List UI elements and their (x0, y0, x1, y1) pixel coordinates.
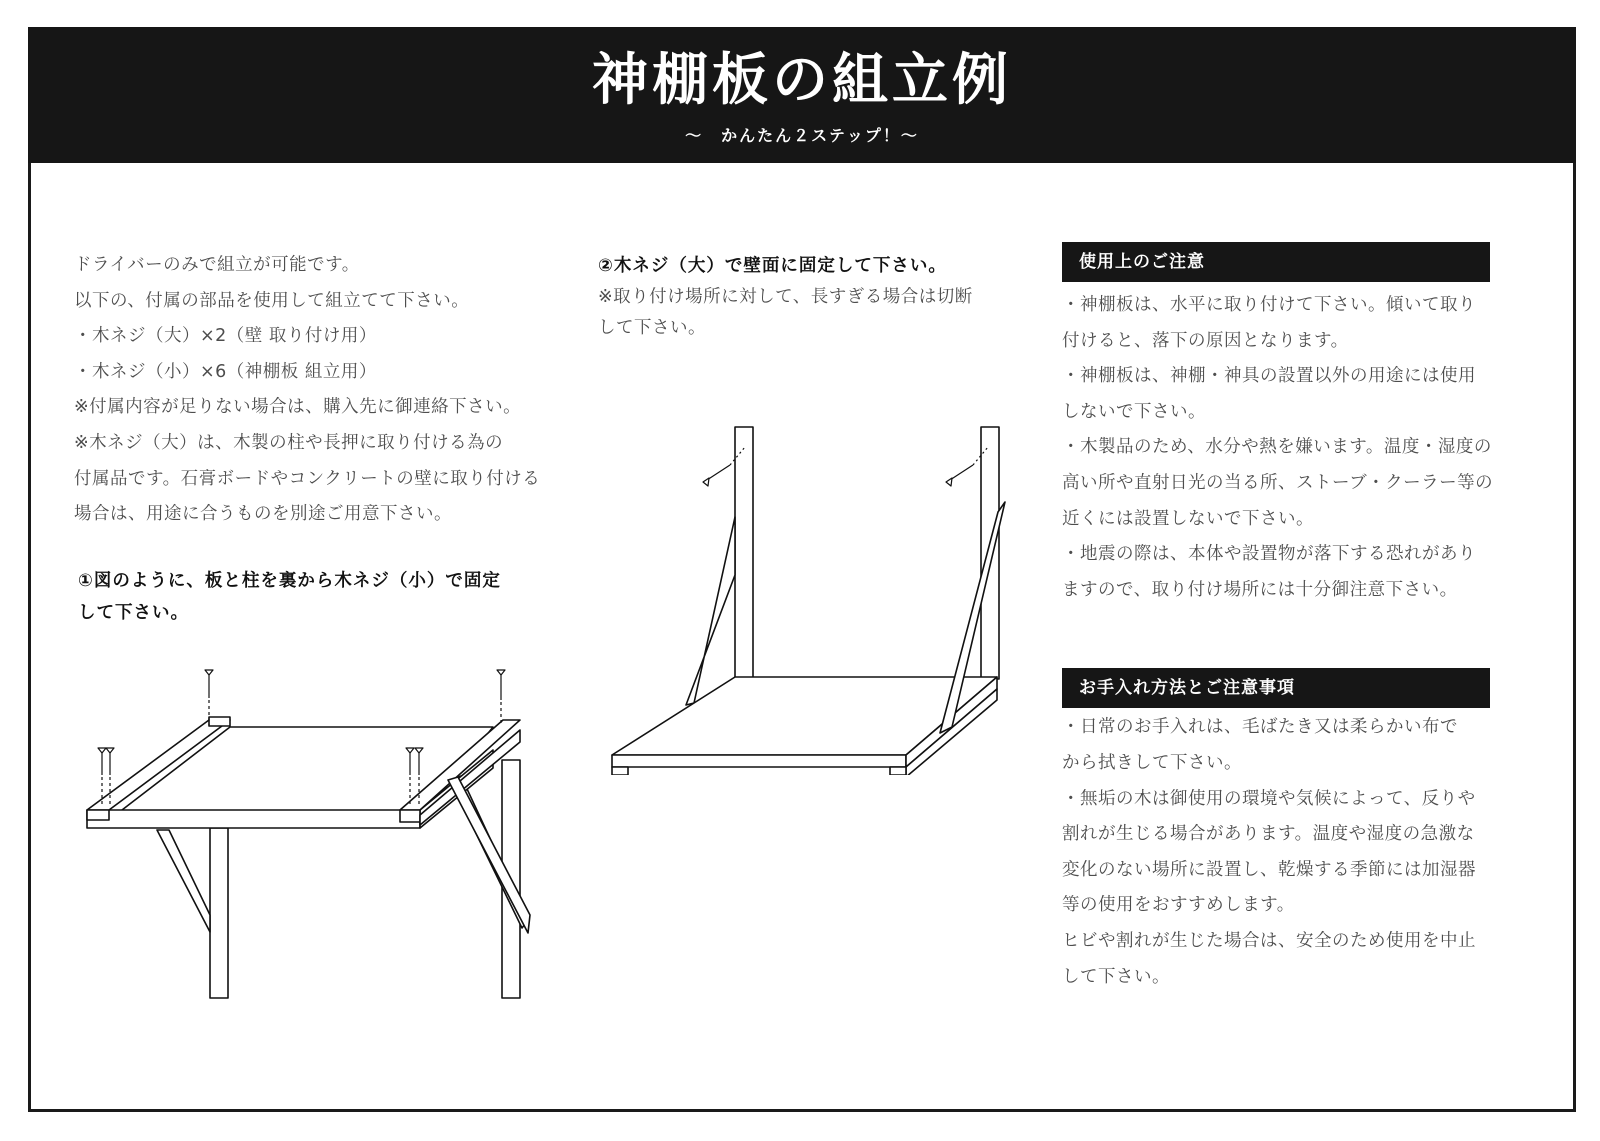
section-heading: 使用上のご注意 (1062, 242, 1490, 282)
caution-line: ますので、取り付け場所には十分御注意下さい。 (1062, 579, 1458, 600)
care-line: ・日常のお手入れは、毛ばたき又は柔らかい布で (1062, 717, 1458, 738)
caution-line: ・神棚板は、水平に取り付けて下さい。傾いて取り (1062, 295, 1476, 315)
intro-note: 場合は、用途に合うものを別途ご用意下さい。 (74, 504, 452, 525)
usage-cautions-section (1062, 242, 1492, 608)
caution-line: 近くには設置しないで下さい。 (1062, 508, 1314, 529)
intro-note: ※木ネジ（大）は、木製の柱や長押に取り付ける為の (74, 432, 504, 453)
step-2-note: ※取り付け場所に対して、長すぎる場合は切断 (598, 287, 973, 307)
care-line: して下さい。 (1062, 966, 1170, 987)
intro-note: 付属品です。石膏ボードやコンクリートの壁に取り付ける (74, 468, 541, 489)
intro-note: ※付属内容が足りない場合は、購入先に御連絡下さい。 (74, 397, 522, 418)
step-1 (78, 565, 558, 629)
intro-line: ドライバーのみで組立が可能です。 (74, 255, 360, 275)
step-1-title: ①図のように、板と柱を裏から木ネジ（小）で固定 (78, 571, 501, 591)
care-line: ・無垢の木は御使用の環境や気候によって、反りや (1062, 788, 1476, 809)
care-instructions-section (1062, 668, 1492, 995)
caution-line: 付けると、落下の原因となります。 (1062, 330, 1349, 351)
care-line: ヒビや割れが生じた場合は、安全のため使用を中止 (1062, 930, 1476, 951)
intro-line: 以下の、付属の部品を使用して組立てて下さい。 (74, 290, 470, 311)
header-banner (28, 27, 1576, 163)
intro-text (74, 248, 554, 533)
caution-line: ・木製品のため、水分や熱を嫌います。温度・湿度の (1062, 437, 1492, 458)
step-2-note: して下さい。 (598, 318, 706, 338)
step-2-title: ②木ネジ（大）で壁面に固定して下さい。 (598, 256, 947, 276)
page-subtitle: 〜 かんたん２ステップ！〜 (685, 126, 919, 145)
caution-line: ・地震の際は、本体や設置物が落下する恐れがあり (1062, 544, 1476, 565)
care-line: 変化のない場所に設置し、乾燥する季節には加湿器 (1062, 859, 1476, 880)
parts-item-large-screw: ・木ネジ（大）×2（壁 取り付け用） (74, 326, 377, 347)
parts-item-small-screw: ・木ネジ（小）×6（神棚板 組立用） (74, 361, 377, 382)
care-line: 等の使用をおすすめします。 (1062, 895, 1295, 916)
care-line: 割れが生じる場合があります。温度や湿度の急激な (1062, 824, 1475, 845)
caution-line: 高い所や直射日光の当る所、ストーブ・クーラー等の (1062, 472, 1494, 493)
step-1-title: して下さい。 (78, 603, 189, 623)
notes-column (1062, 242, 1492, 995)
caution-line: ・神棚板は、神棚・神具の設置以外の用途には使用 (1062, 366, 1476, 387)
shelf-wall-mount-diagram (590, 405, 1010, 775)
section-heading: お手入れ方法とご注意事項 (1062, 668, 1490, 708)
step-2 (598, 250, 1018, 344)
page-title: 神棚板の組立例 (592, 48, 1012, 113)
caution-line: しないで下さい。 (1062, 401, 1206, 422)
shelf-assembly-screws-diagram (75, 650, 535, 1000)
care-line: から拭きして下さい。 (1062, 752, 1242, 773)
